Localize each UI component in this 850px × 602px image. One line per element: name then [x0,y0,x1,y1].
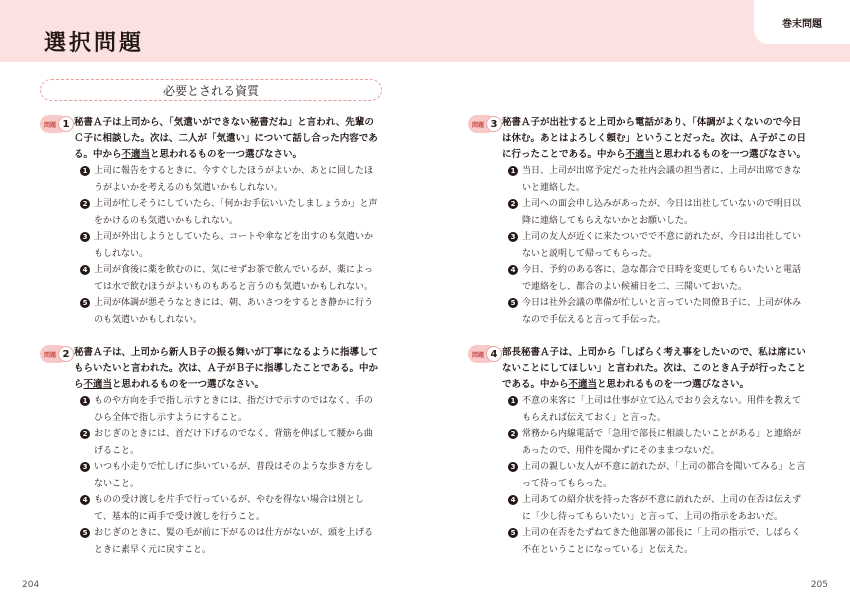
question-2 [40,345,380,575]
option-marker-1: 1 [508,166,518,176]
question-stem [502,115,810,163]
option-text: おじぎのときには、首だけ下げるのでなく、背筋を伸ばして腰から曲げること。 [94,429,373,456]
option-text: 上司への面会申し込みがあったが、今日は出社していないので明日以降に連絡してもらえないかとお願いした。 [522,199,801,226]
question-1 [40,115,380,355]
option-marker-1: 1 [80,396,90,406]
page-number-right: 205 [810,580,828,590]
option-marker-2: 2 [508,199,518,209]
stem-text-end: と思われるものを一つ選びなさい。 [150,149,303,160]
option-text: 不意の来客に「上司は仕事が立て込んでおり会えない。用件を教えてもらえれば伝えておく」と言った。 [522,396,802,423]
chapter-tab: 巻末問題 [754,0,850,44]
option-marker-4: 4 [508,495,518,505]
option-4 [508,262,808,295]
stem-emphasis: 不適当 [625,149,655,160]
stem-text: 秘書Ａ子は、上司から新人Ｂ子の振る舞いが丁寧になるように指導してもらいたいと言われた。次は、Ａ子がＢ子に指導したことである。中から [74,347,379,390]
option-5 [80,295,380,328]
option-text: 上司が食後に薬を飲むのに、気にせずお茶で飲んでいるが、薬によっては水で飲むほうがよいものもあると言うのも気遣いかもしれない。 [94,265,374,292]
option-marker-5: 5 [80,298,90,308]
options-list [80,163,380,328]
option-text: 上司の親しい友人が不意に訪れたが、「上司の都合を聞いてみる」と言って待ってもらった。 [522,462,806,489]
option-2 [508,196,808,229]
option-5 [508,295,808,328]
option-3 [80,459,380,492]
option-marker-3: 3 [80,462,90,472]
option-text: ものや方向を手で指し示すときには、指だけで示すのではなく、手のひら全体で指し示すようにすること。 [94,396,373,423]
question-badge-label: 問題 [44,351,57,359]
question-stem [502,345,810,393]
stem-emphasis: 不適当 [83,379,113,390]
question-badge-label: 問題 [44,121,57,129]
option-marker-2: 2 [508,429,518,439]
section-label: 必要とされる資質 [40,79,382,101]
option-marker-1: 1 [80,166,90,176]
option-text: 上司の在否をたずねてきた他部署の部長に「上司の指示で、しばらく不在ということになっている」と伝えた。 [522,528,801,555]
stem-text-end: と思われるものを一つ選びなさい。 [112,379,265,390]
option-marker-3: 3 [508,232,518,242]
question-stem [74,115,382,163]
options-list [508,163,808,328]
option-text: 当日、上司が出席予定だった社内会議の担当者に、上司が出席できないと連絡した。 [522,166,802,193]
option-4 [508,492,808,525]
option-1 [508,163,808,196]
question-badge [40,115,68,133]
option-text: ものの受け渡しを片手で行っているが、やむを得ない場合は別として、基本的に両手で受け渡しを行うこと。 [94,495,365,522]
option-text: 上司が外出しようとしていたら、コートや傘などを出すのも気遣いかもしれない。 [94,232,374,259]
option-marker-4: 4 [80,265,90,275]
option-1 [80,163,380,196]
option-5 [80,525,380,558]
option-marker-2: 2 [80,199,90,209]
option-text: いつも小走りで忙しげに歩いているが、普段はそのような歩き方をしないこと。 [94,462,374,489]
question-4 [468,345,808,575]
option-text: 上司が体調が悪そうなときには、朝、あいさつをするとき静かに行うのも気遣いかもしれない。 [94,298,374,325]
question-number: 2 [58,346,74,362]
option-marker-5: 5 [80,528,90,538]
option-text: 上司の友人が近くに来たついでで不意に訪れたが、今日は出社していないと説明して帰ってもらった。 [522,232,802,259]
question-3 [468,115,808,355]
option-text: 上司あての紹介状を持った客が不意に訪れたが、上司の在否は伝えずに「少し待ってもらいたい」と言って、上司の指示をあおいだ。 [522,495,802,522]
option-text: 今日は社外会議の準備が忙しいと言っていた同僚Ｂ子に、上司が休みなので手伝えると言って手伝った。 [522,298,802,325]
question-badge-label: 問題 [472,121,485,129]
option-marker-4: 4 [508,265,518,275]
option-4 [80,262,380,295]
option-3 [508,459,808,492]
question-number: 1 [58,116,74,132]
option-2 [80,426,380,459]
option-1 [508,393,808,426]
option-2 [508,426,808,459]
option-4 [80,492,380,525]
option-marker-5: 5 [508,298,518,308]
stem-emphasis: 不適当 [121,149,151,160]
stem-text-end: と思われるものを一つ選びなさい。 [597,379,750,390]
option-text: おじぎのときに、髪の毛が前に下がるのは仕方がないが、頭を上げるときに素早く元に戻すこと。 [94,528,374,555]
option-marker-2: 2 [80,429,90,439]
option-text: 上司に報告をするときに、今すぐしたほうがよいか、あとに回したほうがよいかを考えるのも気遣いかもしれない。 [94,166,374,193]
stem-text: 秘書Ａ子が出社すると上司から電話があり、「体調がよくないので今日は休む。あとはよろしく頼む」ということだった。次は、Ａ子がこの日に行ったことである。中から [502,117,807,160]
stem-emphasis: 不適当 [568,379,598,390]
option-marker-4: 4 [80,495,90,505]
stem-text: 秘書Ａ子は上司から、「気遣いができない秘書だね」と言われ、先輩のＣ子に相談した。次は、二人が「気遣い」について話し合った内容である。中から [74,117,378,160]
page-number-left: 204 [22,580,40,590]
option-1 [80,393,380,426]
option-3 [80,229,380,262]
option-text: 常務から内線電話で「急用で部長に相談したいことがある」と連絡があったので、用件を聞かずにそのままつないだ。 [522,429,802,456]
options-list [80,393,380,558]
option-marker-1: 1 [508,396,518,406]
stem-text: 部長秘書Ａ子は、上司から「しばらく考え事をしたいので、私は席にいないことにしてほしい」と言われた。次は、このときＡ子が行ったことである。中から [502,347,807,390]
question-badge [468,345,496,363]
option-3 [508,229,808,262]
question-stem [74,345,382,393]
options-list [508,393,808,558]
question-badge [40,345,68,363]
option-5 [508,525,808,558]
question-badge [468,115,496,133]
page-title: 選択問題 [44,31,145,56]
option-text: 上司が忙しそうにしていたら、「何かお手伝いいたしましょうか」と声をかけるのも気遣いかもしれない。 [94,199,378,226]
question-badge-label: 問題 [472,351,485,359]
option-marker-5: 5 [508,528,518,538]
option-2 [80,196,380,229]
question-number: 4 [486,346,502,362]
stem-text-end: と思われるものを一つ選びなさい。 [654,149,807,160]
option-marker-3: 3 [508,462,518,472]
option-text: 今日、予約のある客に、急な都合で日時を変更してもらいたいと電話で連絡をし、都合のよい候補日を二、三聞いておいた。 [522,265,802,292]
option-marker-3: 3 [80,232,90,242]
question-number: 3 [486,116,502,132]
